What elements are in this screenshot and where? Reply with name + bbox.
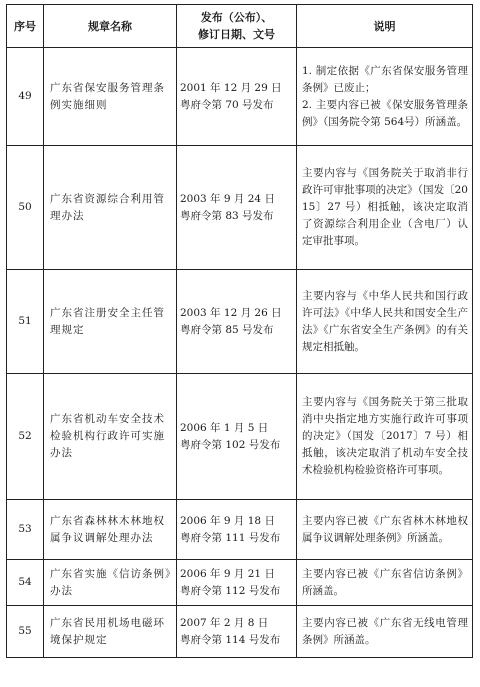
notes-cell bbox=[297, 48, 473, 146]
note-paragraph: 主要内容与《国务院关于第三批取消中央指定地方实施行政许可事项的决定》（国发〔2017〕7 号）相抵触，该决定取消了机动车安全技术检验机构检验资格许可事项。 bbox=[302, 396, 468, 476]
decree-number: 粤府令第 83 号发布 bbox=[180, 209, 274, 222]
issue-info bbox=[177, 606, 297, 658]
decree-number: 粤府令第 114 号发布 bbox=[180, 633, 281, 646]
decree-number: 粤府令第 85 号发布 bbox=[180, 323, 274, 336]
regulation-name: 广东省森林林木林地权属争议调解处理办法 bbox=[44, 500, 177, 560]
regulation-name: 广东省实施《信访条例》办法 bbox=[44, 560, 177, 606]
note-paragraph: 主要内容已被《广东省林木林地权属争议调解处理条例》所涵盖。 bbox=[302, 514, 468, 544]
issue-date: 2006 年 9 月 21 日 bbox=[180, 567, 275, 580]
issue-info bbox=[177, 560, 297, 606]
issue-info bbox=[177, 374, 297, 500]
issue-info bbox=[177, 48, 297, 146]
table-row bbox=[7, 606, 473, 658]
notes-cell bbox=[297, 606, 473, 658]
regulation-name: 广东省注册安全主任管理规定 bbox=[44, 270, 177, 374]
notes-cell bbox=[297, 374, 473, 500]
row-number: 54 bbox=[7, 560, 44, 606]
header-issue-date-line2: 修订日期、文号 bbox=[198, 28, 275, 41]
regulations-table bbox=[6, 4, 473, 658]
regulation-name: 广东省保安服务管理条例实施细则 bbox=[44, 48, 177, 146]
notes-cell bbox=[297, 146, 473, 270]
row-number: 52 bbox=[7, 374, 44, 500]
note-paragraph: 1. 制定依据《广东省保安服务管理条例》已废止； bbox=[302, 64, 468, 94]
note-paragraph: 主要内容与《国务院关于取消非行政许可审批事项的决定》（国发〔2015〕27 号）相抵触，该决定取消了资源综合利用企业（含电厂）认定审批事项。 bbox=[302, 167, 468, 247]
decree-number: 粤府令第 111 号发布 bbox=[180, 531, 281, 544]
row-number: 55 bbox=[7, 606, 44, 658]
notes-cell bbox=[297, 560, 473, 606]
table-row bbox=[7, 374, 473, 500]
issue-date: 2003 年 9 月 24 日 bbox=[180, 192, 275, 205]
issue-date: 2001 年 12 月 29 日 bbox=[180, 81, 282, 94]
notes-cell bbox=[297, 500, 473, 560]
regulation-name: 广东省机动车安全技术检验机构行政许可实施办法 bbox=[44, 374, 177, 500]
issue-info bbox=[177, 270, 297, 374]
issue-date: 2007 年 2 月 8 日 bbox=[180, 616, 269, 629]
table-row bbox=[7, 500, 473, 560]
table-row bbox=[7, 48, 473, 146]
table-row bbox=[7, 270, 473, 374]
note-paragraph: 2. 主要内容已被《保安服务管理条例》（国务院令第 564号）所涵盖。 bbox=[302, 98, 468, 128]
header-issue-date bbox=[177, 5, 297, 48]
issue-date: 2006 年 9 月 18 日 bbox=[180, 514, 275, 527]
table-row bbox=[7, 146, 473, 270]
header-notes: 说明 bbox=[297, 5, 473, 48]
decree-number: 粤府令第 102 号发布 bbox=[180, 438, 281, 451]
row-number: 51 bbox=[7, 270, 44, 374]
issue-date: 2003 年 12 月 26 日 bbox=[180, 306, 282, 319]
row-number: 50 bbox=[7, 146, 44, 270]
note-paragraph: 主要内容与《中华人民共和国行政许可法》《中华人民共和国安全生产法》《广东省安全生产条例》的有关规定相抵触。 bbox=[302, 289, 468, 353]
row-number: 49 bbox=[7, 48, 44, 146]
decree-number: 粤府令第 112 号发布 bbox=[180, 584, 281, 597]
note-paragraph: 主要内容已被《广东省无线电管理条例》所涵盖。 bbox=[302, 616, 468, 646]
row-number: 53 bbox=[7, 500, 44, 560]
notes-cell bbox=[297, 270, 473, 374]
regulation-name: 广东省民用机场电磁环境保护规定 bbox=[44, 606, 177, 658]
note-paragraph: 主要内容已被《广东省信访条例》所涵盖。 bbox=[302, 567, 468, 597]
table-header-row bbox=[7, 5, 473, 48]
issue-date: 2006 年 1 月 5 日 bbox=[180, 421, 269, 434]
table-row bbox=[7, 560, 473, 606]
issue-info bbox=[177, 500, 297, 560]
header-serial-number: 序号 bbox=[7, 5, 44, 48]
decree-number: 粤府令第 70 号发布 bbox=[180, 98, 274, 111]
regulation-name: 广东省资源综合利用管理办法 bbox=[44, 146, 177, 270]
header-regulation-name: 规章名称 bbox=[44, 5, 177, 48]
issue-info bbox=[177, 146, 297, 270]
header-issue-date-line1: 发布（公布）、 bbox=[200, 11, 273, 24]
